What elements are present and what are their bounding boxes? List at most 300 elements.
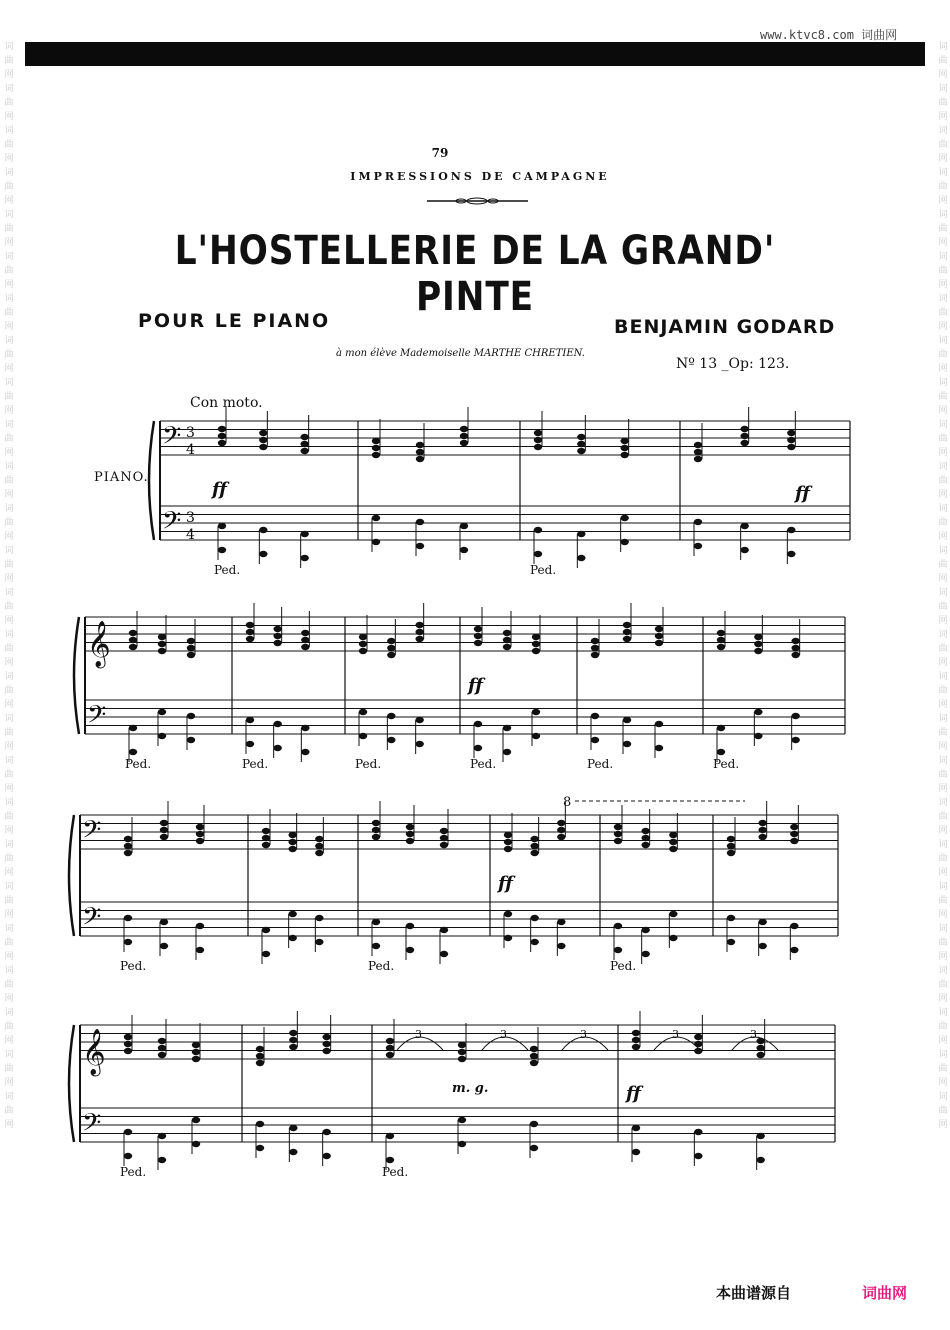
pedal-mark: Ped. bbox=[355, 757, 382, 771]
tempo-marking: Con moto. bbox=[190, 395, 263, 411]
note-head bbox=[440, 835, 448, 841]
note-head bbox=[187, 652, 195, 658]
bass-clef: 𝄢 bbox=[82, 815, 102, 851]
note-head bbox=[460, 523, 468, 529]
note-head bbox=[289, 1030, 297, 1036]
note-head bbox=[387, 713, 395, 719]
note-head bbox=[787, 527, 795, 533]
note-head bbox=[406, 923, 414, 929]
note-head bbox=[669, 839, 677, 845]
note-head bbox=[256, 1121, 264, 1127]
note-head bbox=[256, 1046, 264, 1052]
note-head bbox=[124, 1048, 132, 1054]
note-head bbox=[416, 456, 424, 462]
note-head bbox=[534, 437, 542, 443]
note-head bbox=[372, 445, 380, 451]
note-head bbox=[758, 834, 766, 840]
note-head bbox=[530, 1046, 538, 1052]
note-head bbox=[717, 725, 725, 731]
note-head bbox=[655, 640, 663, 646]
note-head bbox=[372, 539, 380, 545]
note-head bbox=[124, 843, 132, 849]
note-head bbox=[259, 551, 267, 557]
note-head bbox=[158, 1038, 166, 1044]
note-head bbox=[129, 630, 137, 636]
note-head bbox=[632, 1125, 640, 1131]
note-head bbox=[717, 637, 725, 643]
note-head bbox=[124, 1034, 132, 1040]
note-head bbox=[534, 551, 542, 557]
note-head bbox=[727, 836, 735, 842]
note-head bbox=[406, 838, 414, 844]
note-head bbox=[372, 827, 380, 833]
note-head bbox=[315, 939, 323, 945]
note-head bbox=[727, 915, 735, 921]
note-head bbox=[192, 1117, 200, 1123]
note-head bbox=[530, 1053, 538, 1059]
note-head bbox=[530, 843, 538, 849]
note-head bbox=[359, 634, 367, 640]
note-head bbox=[160, 943, 168, 949]
note-head bbox=[359, 709, 367, 715]
note-head bbox=[246, 717, 254, 723]
note-head bbox=[129, 725, 137, 731]
note-head bbox=[474, 721, 482, 727]
dedication-text: à mon élève Mademoiselle MARTHE CHRETIEN. bbox=[336, 348, 585, 359]
note-head bbox=[301, 630, 309, 636]
note-head bbox=[124, 1153, 132, 1159]
note-head bbox=[460, 547, 468, 553]
note-head bbox=[300, 531, 308, 537]
note-head bbox=[460, 426, 468, 432]
side-watermark-left: 词曲网词曲网词曲网词曲网词曲网词曲网词曲网词曲网词曲网词曲网词曲网词曲网词曲网词曲网词曲网词曲网词曲网词曲网词曲网词曲网词曲网词曲网词曲网词曲网词曲网词曲网 bbox=[4, 42, 14, 1130]
note-head bbox=[632, 1044, 640, 1050]
dynamic-mark: ff bbox=[212, 479, 227, 500]
note-head bbox=[694, 1153, 702, 1159]
note-head bbox=[614, 824, 622, 830]
note-head bbox=[503, 644, 511, 650]
note-head bbox=[372, 834, 380, 840]
staff-brace bbox=[69, 1025, 74, 1142]
note-head bbox=[129, 644, 137, 650]
note-head bbox=[372, 438, 380, 444]
note-head bbox=[623, 741, 631, 747]
composer-name: BENJAMIN GODARD bbox=[614, 316, 836, 338]
series-title: IMPRESSIONS DE CAMPAGNE bbox=[350, 170, 610, 183]
note-head bbox=[262, 927, 270, 933]
note-head bbox=[591, 638, 599, 644]
note-head bbox=[758, 943, 766, 949]
note-head bbox=[620, 445, 628, 451]
note-head bbox=[218, 547, 226, 553]
note-head bbox=[415, 629, 423, 635]
note-head bbox=[416, 519, 424, 525]
note-head bbox=[416, 543, 424, 549]
note-head bbox=[196, 923, 204, 929]
note-head bbox=[503, 637, 511, 643]
note-head bbox=[694, 1041, 702, 1047]
note-head bbox=[322, 1048, 330, 1054]
note-head bbox=[289, 1149, 297, 1155]
note-head bbox=[372, 515, 380, 521]
pedal-mark: Ped. bbox=[713, 757, 740, 771]
note-head bbox=[158, 1133, 166, 1139]
note-head bbox=[386, 1052, 394, 1058]
note-head bbox=[632, 1149, 640, 1155]
note-head bbox=[756, 1052, 764, 1058]
note-head bbox=[591, 713, 599, 719]
note-head bbox=[315, 915, 323, 921]
note-head bbox=[787, 437, 795, 443]
piece-title: L'HOSTELLERIE DE LA GRAND' PINTE bbox=[174, 228, 776, 320]
note-head bbox=[124, 850, 132, 856]
note-head bbox=[315, 836, 323, 842]
note-head bbox=[460, 440, 468, 446]
note-head bbox=[623, 629, 631, 635]
note-head bbox=[196, 838, 204, 844]
dynamic-mark: ff bbox=[498, 873, 513, 894]
note-head bbox=[387, 638, 395, 644]
opus-number: Nº 13 _Op: 123. bbox=[676, 356, 790, 372]
note-head bbox=[614, 831, 622, 837]
instrument-label: PIANO. bbox=[94, 470, 149, 485]
note-head bbox=[288, 839, 296, 845]
note-head bbox=[288, 935, 296, 941]
note-head bbox=[187, 713, 195, 719]
note-head bbox=[557, 834, 565, 840]
time-signature-top: 3 bbox=[186, 425, 195, 441]
note-head bbox=[289, 1125, 297, 1131]
note-head bbox=[440, 842, 448, 848]
footer-logo: 词曲网 bbox=[862, 1284, 908, 1302]
note-head bbox=[158, 641, 166, 647]
note-head bbox=[124, 1041, 132, 1047]
triplet-number: 3 bbox=[415, 1028, 422, 1041]
note-head bbox=[218, 433, 226, 439]
note-head bbox=[301, 725, 309, 731]
note-head bbox=[322, 1153, 330, 1159]
note-head bbox=[440, 951, 448, 957]
note-head bbox=[158, 634, 166, 640]
note-head bbox=[694, 456, 702, 462]
note-head bbox=[256, 1060, 264, 1066]
staff-brace bbox=[149, 421, 154, 540]
note-head bbox=[591, 652, 599, 658]
note-head bbox=[787, 551, 795, 557]
triplet-number: 3 bbox=[500, 1028, 507, 1041]
note-head bbox=[187, 737, 195, 743]
note-head bbox=[669, 935, 677, 941]
note-head bbox=[504, 839, 512, 845]
note-head bbox=[503, 725, 511, 731]
note-head bbox=[158, 1157, 166, 1163]
note-head bbox=[641, 951, 649, 957]
note-head bbox=[474, 633, 482, 639]
note-head bbox=[669, 911, 677, 917]
treble-clef: 𝄞 bbox=[82, 1029, 106, 1075]
note-head bbox=[406, 824, 414, 830]
note-head bbox=[694, 1129, 702, 1135]
note-head bbox=[262, 951, 270, 957]
piece-subtitle: POUR LE PIANO bbox=[138, 310, 331, 332]
note-head bbox=[758, 919, 766, 925]
note-head bbox=[532, 709, 540, 715]
note-head bbox=[655, 721, 663, 727]
note-head bbox=[756, 1157, 764, 1163]
note-head bbox=[315, 850, 323, 856]
note-head bbox=[754, 634, 762, 640]
note-head bbox=[577, 434, 585, 440]
note-head bbox=[641, 835, 649, 841]
note-head bbox=[632, 1030, 640, 1036]
note-head bbox=[256, 1053, 264, 1059]
note-head bbox=[124, 915, 132, 921]
note-head bbox=[790, 831, 798, 837]
pedal-mark: Ped. bbox=[382, 1165, 409, 1179]
note-head bbox=[534, 430, 542, 436]
note-head bbox=[301, 644, 309, 650]
note-head bbox=[557, 820, 565, 826]
note-head bbox=[740, 433, 748, 439]
side-watermark-right: 词曲网词曲网词曲网词曲网词曲网词曲网词曲网词曲网词曲网词曲网词曲网词曲网词曲网词曲网词曲网词曲网词曲网词曲网词曲网词曲网词曲网词曲网词曲网词曲网词曲网词曲网 bbox=[938, 42, 948, 1130]
note-head bbox=[791, 713, 799, 719]
note-head bbox=[504, 846, 512, 852]
note-head bbox=[591, 645, 599, 651]
note-head bbox=[577, 555, 585, 561]
pedal-mark: Ped. bbox=[242, 757, 269, 771]
note-head bbox=[124, 1129, 132, 1135]
note-head bbox=[620, 539, 628, 545]
note-head bbox=[262, 842, 270, 848]
note-head bbox=[474, 745, 482, 751]
pedal-mark: Ped. bbox=[470, 757, 497, 771]
note-head bbox=[717, 749, 725, 755]
note-head bbox=[322, 1041, 330, 1047]
note-head bbox=[196, 831, 204, 837]
note-head bbox=[386, 1157, 394, 1163]
footer-source-text: 本曲谱源自 bbox=[716, 1284, 792, 1302]
note-head bbox=[259, 527, 267, 533]
note-head bbox=[415, 741, 423, 747]
note-head bbox=[301, 749, 309, 755]
treble-clef: 𝄞 bbox=[87, 621, 111, 667]
note-head bbox=[440, 828, 448, 834]
note-head bbox=[158, 1052, 166, 1058]
note-head bbox=[591, 737, 599, 743]
note-head bbox=[530, 850, 538, 856]
triplet-number: 3 bbox=[750, 1028, 757, 1041]
note-head bbox=[530, 939, 538, 945]
note-head bbox=[158, 1045, 166, 1051]
note-head bbox=[787, 430, 795, 436]
note-head bbox=[359, 733, 367, 739]
staff-brace bbox=[74, 617, 79, 734]
pedal-mark: Ped. bbox=[120, 1165, 147, 1179]
triplet-number: 3 bbox=[672, 1028, 679, 1041]
page-number: 79 bbox=[431, 146, 449, 160]
note-head bbox=[727, 850, 735, 856]
note-head bbox=[160, 919, 168, 925]
note-head bbox=[372, 452, 380, 458]
note-head bbox=[458, 1049, 466, 1055]
note-head bbox=[641, 828, 649, 834]
note-head bbox=[532, 648, 540, 654]
note-head bbox=[416, 449, 424, 455]
note-head bbox=[192, 1042, 200, 1048]
note-head bbox=[460, 433, 468, 439]
note-head bbox=[791, 737, 799, 743]
note-head bbox=[192, 1141, 200, 1147]
note-head bbox=[218, 523, 226, 529]
note-head bbox=[727, 843, 735, 849]
pedal-mark: Ped. bbox=[610, 959, 637, 973]
note-head bbox=[504, 935, 512, 941]
note-head bbox=[246, 622, 254, 628]
note-head bbox=[187, 645, 195, 651]
note-head bbox=[262, 828, 270, 834]
bass-clef: 𝄢 bbox=[162, 421, 182, 457]
note-head bbox=[196, 824, 204, 830]
time-signature-bottom: 4 bbox=[186, 527, 195, 543]
note-head bbox=[387, 652, 395, 658]
note-head bbox=[300, 555, 308, 561]
note-head bbox=[288, 832, 296, 838]
note-head bbox=[623, 636, 631, 642]
note-head bbox=[386, 1038, 394, 1044]
note-head bbox=[754, 641, 762, 647]
note-head bbox=[124, 939, 132, 945]
note-head bbox=[717, 644, 725, 650]
note-head bbox=[503, 630, 511, 636]
note-head bbox=[694, 449, 702, 455]
note-head bbox=[790, 824, 798, 830]
note-head bbox=[415, 622, 423, 628]
note-head bbox=[791, 638, 799, 644]
note-head bbox=[532, 634, 540, 640]
note-head bbox=[534, 444, 542, 450]
note-head bbox=[614, 923, 622, 929]
note-head bbox=[740, 426, 748, 432]
pedal-mark: Ped. bbox=[125, 757, 152, 771]
hand-mark: m. g. bbox=[452, 1081, 489, 1096]
note-head bbox=[372, 820, 380, 826]
note-head bbox=[577, 531, 585, 537]
note-head bbox=[632, 1037, 640, 1043]
note-head bbox=[406, 831, 414, 837]
note-head bbox=[288, 846, 296, 852]
note-head bbox=[458, 1117, 466, 1123]
note-head bbox=[192, 1049, 200, 1055]
note-head bbox=[530, 836, 538, 842]
note-head bbox=[415, 717, 423, 723]
note-head bbox=[322, 1129, 330, 1135]
note-head bbox=[787, 444, 795, 450]
note-head bbox=[158, 648, 166, 654]
note-head bbox=[577, 441, 585, 447]
bass-clef: 𝄢 bbox=[82, 902, 102, 938]
note-head bbox=[218, 426, 226, 432]
time-signature-top: 3 bbox=[186, 510, 195, 526]
note-head bbox=[790, 947, 798, 953]
note-head bbox=[532, 641, 540, 647]
note-head bbox=[386, 1133, 394, 1139]
note-head bbox=[160, 820, 168, 826]
note-head bbox=[614, 838, 622, 844]
note-head bbox=[727, 939, 735, 945]
note-head bbox=[557, 919, 565, 925]
note-head bbox=[158, 733, 166, 739]
note-head bbox=[557, 827, 565, 833]
note-head bbox=[620, 438, 628, 444]
note-head bbox=[289, 1044, 297, 1050]
note-head bbox=[259, 444, 267, 450]
pedal-mark: Ped. bbox=[587, 757, 614, 771]
note-head bbox=[259, 437, 267, 443]
note-head bbox=[504, 832, 512, 838]
note-head bbox=[655, 745, 663, 751]
note-head bbox=[530, 1121, 538, 1127]
note-head bbox=[300, 448, 308, 454]
note-head bbox=[387, 645, 395, 651]
note-head bbox=[754, 648, 762, 654]
bass-clef: 𝄢 bbox=[162, 506, 182, 542]
note-head bbox=[273, 626, 281, 632]
note-head bbox=[620, 515, 628, 521]
note-head bbox=[791, 645, 799, 651]
note-head bbox=[694, 543, 702, 549]
note-head bbox=[623, 717, 631, 723]
note-head bbox=[655, 626, 663, 632]
note-head bbox=[187, 638, 195, 644]
note-head bbox=[694, 1034, 702, 1040]
staff-brace bbox=[69, 815, 74, 936]
note-head bbox=[416, 442, 424, 448]
note-head bbox=[458, 1141, 466, 1147]
dynamic-mark: ff bbox=[468, 675, 483, 696]
pedal-mark: Ped. bbox=[530, 563, 557, 577]
note-head bbox=[458, 1056, 466, 1062]
note-head bbox=[246, 629, 254, 635]
note-head bbox=[218, 440, 226, 446]
note-head bbox=[458, 1042, 466, 1048]
note-head bbox=[655, 633, 663, 639]
note-head bbox=[641, 927, 649, 933]
note-head bbox=[577, 448, 585, 454]
note-head bbox=[474, 640, 482, 646]
note-head bbox=[530, 1145, 538, 1151]
pedal-mark: Ped. bbox=[368, 959, 395, 973]
note-head bbox=[158, 709, 166, 715]
dynamic-mark: ff bbox=[795, 483, 810, 504]
note-head bbox=[386, 1045, 394, 1051]
note-head bbox=[273, 640, 281, 646]
note-head bbox=[530, 915, 538, 921]
note-head bbox=[740, 547, 748, 553]
note-head bbox=[534, 527, 542, 533]
note-head bbox=[129, 637, 137, 643]
note-head bbox=[196, 947, 204, 953]
note-head bbox=[300, 441, 308, 447]
note-head bbox=[387, 737, 395, 743]
note-head bbox=[669, 846, 677, 852]
triplet-number: 3 bbox=[580, 1028, 587, 1041]
pedal-mark: Ped. bbox=[120, 959, 147, 973]
note-head bbox=[301, 637, 309, 643]
note-head bbox=[791, 652, 799, 658]
note-head bbox=[262, 835, 270, 841]
bass-clef: 𝄢 bbox=[82, 1108, 102, 1144]
note-head bbox=[359, 648, 367, 654]
